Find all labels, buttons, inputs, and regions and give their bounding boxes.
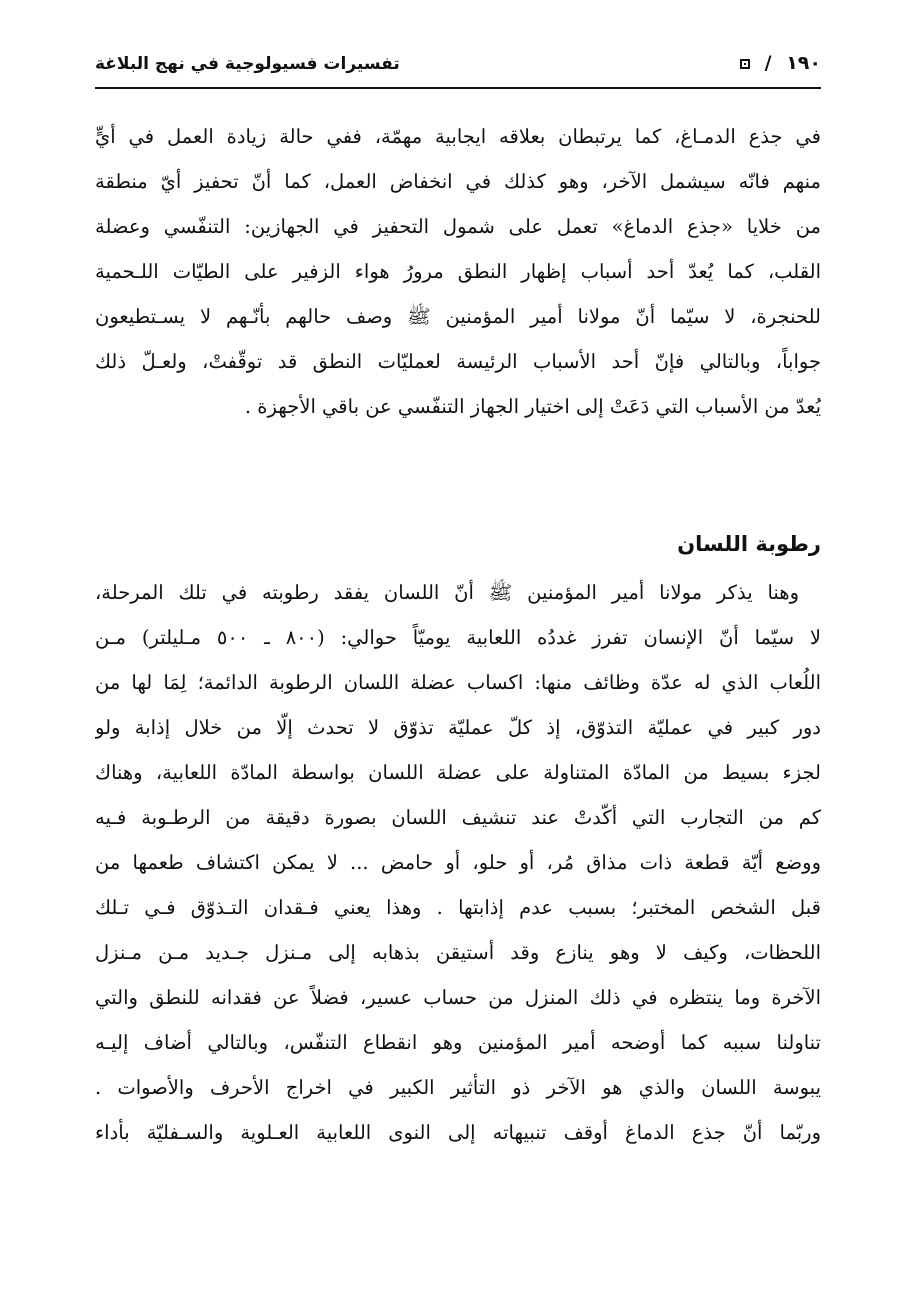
text-line: وربّما أنّ جذع الدماغ أوقف تنبيهاته إلى النوى اللعابية العـلوية والسـفليّة بأداء xyxy=(95,1121,821,1144)
text-line: يبوسة اللسان والذي هو الآخر ذو التأثير الكبير في اخراج الأحرف والأصوات . xyxy=(95,1076,821,1099)
ornament-square-icon xyxy=(740,59,750,69)
text-line: في جذع الدمـاغ، كما يرتبطان بعلاقه ايجابية مهمّة، ففي حالة زيادة العمل في أيٍّ xyxy=(95,125,821,148)
header-rule xyxy=(95,87,821,89)
paragraph-1 xyxy=(95,114,821,429)
text-line: لجزء بسيط من المادّة المتناولة على عضلة اللسان بواسطة المادّة اللعابية، وهناك xyxy=(95,761,821,784)
text-line: جواباً، وبالتالي فإنّ أحد الأسباب الرئيسة لعمليّات النطق قد توقّفتْ، ولعـلّ ذلك xyxy=(95,350,821,373)
text-line: منهم فانّه سيشمل الآخر، وهو كذلك في انخفاض العمل، كما أنّ تحفيز أيّ منطقة xyxy=(95,170,821,193)
text-line: القلب، كما يُعدّ أحد أسباب إظهار النطق مرورُ هواء الزفير على الطيّات اللـحمية xyxy=(95,260,821,283)
section-heading: رطوبة اللسان xyxy=(677,532,821,556)
text-line: كم من التجارب التي أكّدتْ عند تنشيف اللسان بصورة دقيقة من الرطـوبة فـيه xyxy=(95,806,821,829)
paragraph-2 xyxy=(95,570,821,1155)
text-line: وهنا يذكر مولانا أمير المؤمنين ﷺ أنّ اللسان يفقد رطوبته في تلك المرحلة، xyxy=(95,581,799,604)
running-title: تفسيرات فسيولوجية في نهج البلاغة xyxy=(95,54,400,74)
text-line: للحنجرة، لا سيّما أنّ مولانا أمير المؤمنين ﷺ وصف حالهم بأنّـهم لا يسـتطيعون xyxy=(95,305,821,328)
running-header xyxy=(95,48,821,84)
text-line: يُعدّ من الأسباب التي دَعَتْ إلى اختيار الجهاز التنفّسي عن باقي الأجهزة . xyxy=(244,395,821,418)
text-line: من خلايا «جذع الدماغ» تعمل على شمول التحفيز في الجهازين: التنفّسي وعضلة xyxy=(95,215,821,238)
text-line: لا سيّما أنّ الإنسان تفرز غددُه اللعابية يوميّاً حوالي: (٨٠٠ ـ ٥٠٠ مـليلتر) مـن xyxy=(95,626,821,649)
text-line: دور كبير في عمليّة التذوّق، إذ كلّ عمليّة تذوّق لا تحدث إلّا من خلال إذابة ولو xyxy=(95,716,821,739)
header-separator: / xyxy=(764,52,772,74)
text-line: تناولنا سببه كما أوضحه أمير المؤمنين وهو انقطاع التنفّس، وبالتالي أضاف إليـه xyxy=(95,1031,821,1054)
text-line: اللحظات، وكيف لا وهو ينازع وقد أستيقن بذهابه إلى مـنزل جـديد مـن مـنزل xyxy=(95,941,821,964)
text-line: الآخرة وما ينتظره في ذلك المنزل من حساب عسير، فضلاً عن فقدانه للنطق والتي xyxy=(95,986,821,1009)
text-line: قبل الشخص المختبر؛ بسبب عدم إذابتها . وهذا يعني فـقدان التـذوّق فـي تـلك xyxy=(95,896,821,919)
text-line: اللُعاب الذي له عدّة وظائف منها: اكساب عضلة اللسان الرطوبة الدائمة؛ لِمَا لها من xyxy=(95,671,821,694)
page-number-group xyxy=(740,52,821,74)
page-number: ١٩٠ xyxy=(786,52,821,74)
text-line: ووضع أيّة قطعة ذات مذاق مُر، أو حلو، أو حامض ... لا يمكن اكتشاف طعمها من xyxy=(95,851,821,874)
